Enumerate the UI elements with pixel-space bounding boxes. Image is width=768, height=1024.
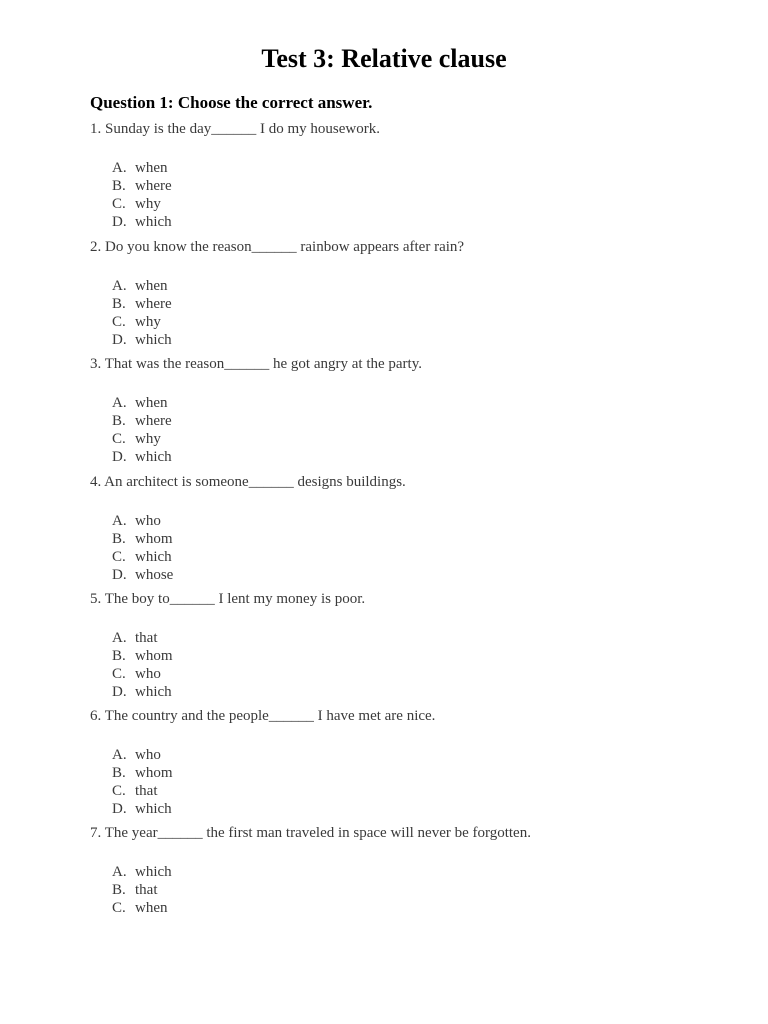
answer-option [112,394,422,412]
answer-option [112,412,422,430]
answer-option [112,566,406,584]
question-item [90,473,406,584]
question-item [90,590,365,701]
answer-option [112,277,464,295]
option-text: which [135,332,172,348]
option-letter: C. [112,666,126,682]
option-text: that [135,783,158,799]
answer-option [112,629,365,647]
option-text: who [135,666,161,682]
option-letter: A. [112,747,127,763]
answer-option [112,746,435,764]
answer-option [112,683,365,701]
option-letter: B. [112,413,126,429]
option-letter: C. [112,900,126,916]
option-text: which [135,684,172,700]
answer-option [112,159,380,177]
answer-options [112,159,380,231]
question-item [90,707,435,818]
option-text: when [135,395,168,411]
option-letter: C. [112,783,126,799]
option-letter: A. [112,395,127,411]
answer-option [112,800,435,818]
option-text: why [135,431,161,447]
option-text: which [135,214,172,230]
answer-options [112,746,435,818]
question-text: 7. The year______ the first man traveled in space will never be forgotten. [90,825,531,841]
answer-option [112,177,380,195]
option-letter: B. [112,648,126,664]
question-item [90,355,422,466]
option-text: that [135,882,158,898]
answer-option [112,448,422,466]
answer-options [112,863,531,917]
option-letter: D. [112,449,127,465]
page-title: Test 3: Relative clause [261,44,507,73]
option-letter: B. [112,296,126,312]
option-text: why [135,196,161,212]
option-text: whom [135,648,173,664]
option-letter: A. [112,864,127,880]
option-text: where [135,296,172,312]
option-text: whom [135,531,173,547]
option-letter: D. [112,214,127,230]
answer-option [112,863,531,881]
option-letter: A. [112,278,127,294]
option-letter: C. [112,196,126,212]
option-text: who [135,747,161,763]
answer-option [112,764,435,782]
option-letter: C. [112,431,126,447]
answer-options [112,629,365,701]
question-text: 5. The boy to______ I lent my money is poor. [90,591,366,607]
option-letter: B. [112,531,126,547]
answer-option [112,195,380,213]
answer-option [112,331,464,349]
option-text: why [135,314,161,330]
question-text: 2. Do you know the reason______ rainbow appears after rain? [90,239,465,255]
option-letter: D. [112,332,127,348]
option-text: which [135,801,172,817]
option-letter: D. [112,801,127,817]
question-item [90,824,531,917]
answer-option [112,512,406,530]
option-text: which [135,549,172,565]
question-text: 1. Sunday is the day______ I do my housework. [90,121,380,137]
question-text: 4. An architect is someone______ designs buildings. [90,474,406,490]
question-item [90,120,380,231]
answer-option [112,430,422,448]
option-letter: A. [112,630,127,646]
answer-option [112,313,464,331]
option-text: which [135,864,172,880]
question-text: 3. That was the reason______ he got angry at the party. [90,356,422,372]
option-letter: D. [112,684,127,700]
answer-options [112,277,464,349]
option-text: when [135,160,168,176]
answer-option [112,295,464,313]
option-text: which [135,449,172,465]
option-letter: A. [112,513,127,529]
answer-options [112,512,406,584]
option-text: where [135,178,172,194]
option-text: that [135,630,158,646]
answer-options [112,394,422,466]
option-text: whom [135,765,173,781]
answer-option [112,548,406,566]
answer-option [112,530,406,548]
option-letter: A. [112,160,127,176]
answer-option [112,213,380,231]
option-text: where [135,413,172,429]
option-letter: B. [112,178,126,194]
option-letter: B. [112,882,126,898]
answer-option [112,899,531,917]
option-letter: C. [112,549,126,565]
answer-option [112,881,531,899]
answer-option [112,782,435,800]
option-letter: C. [112,314,126,330]
section-heading: Question 1: Choose the correct answer. [90,93,373,112]
option-text: when [135,900,168,916]
answer-option [112,647,365,665]
question-item [90,238,464,349]
answer-option [112,665,365,683]
option-text: who [135,513,161,529]
option-letter: B. [112,765,126,781]
question-text: 6. The country and the people______ I have met are nice. [90,708,436,724]
option-letter: D. [112,567,127,583]
option-text: whose [135,567,174,583]
option-text: when [135,278,168,294]
